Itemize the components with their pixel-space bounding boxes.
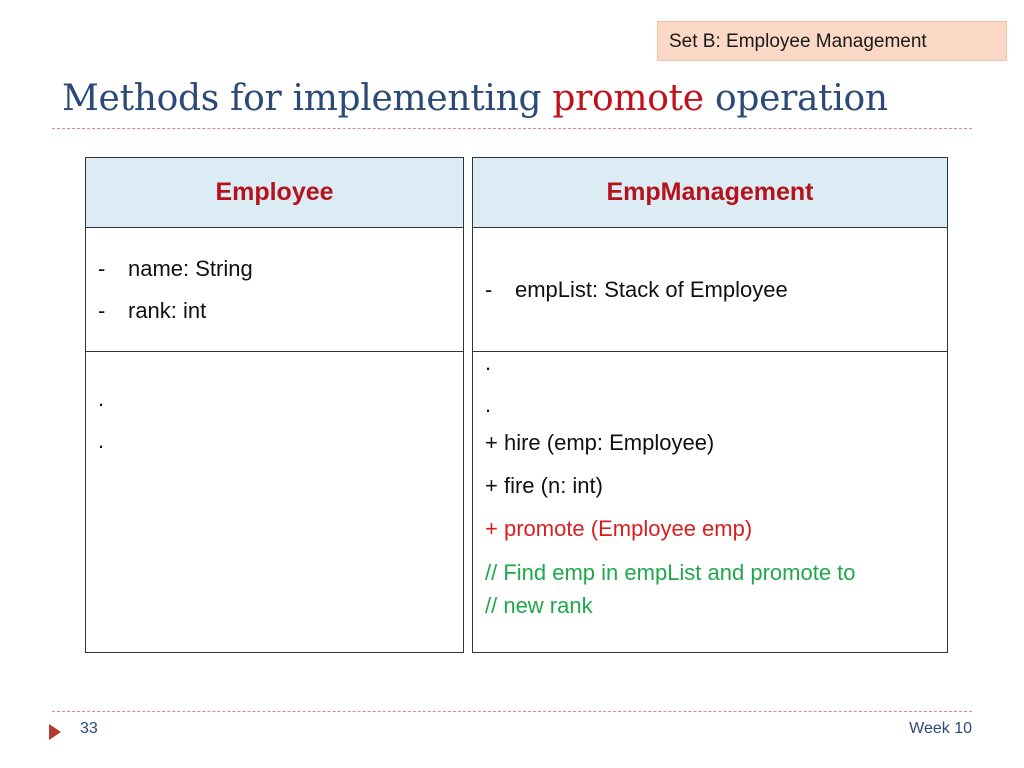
- comment-line: // new rank: [485, 593, 593, 618]
- title-start: Methods for implementing: [62, 78, 553, 119]
- triangle-bullet-icon: [49, 724, 61, 740]
- method-promote: + promote (Employee emp): [485, 516, 753, 541]
- attribute-row: [485, 277, 788, 303]
- empmanagement-class-box: [472, 157, 948, 653]
- attribute-row: [98, 298, 206, 324]
- attribute-text: empList: Stack of Employee: [515, 277, 788, 302]
- method-row: .: [98, 386, 105, 411]
- employee-attributes: [86, 228, 463, 352]
- attribute-text: rank: int: [128, 298, 207, 323]
- slide-title: [62, 78, 888, 119]
- employee-class-box: [85, 157, 464, 653]
- attribute-marker: -: [485, 277, 493, 302]
- attribute-text: name: String: [128, 256, 253, 281]
- attribute-marker: -: [98, 256, 106, 281]
- attribute-row: [98, 256, 253, 282]
- empmanagement-attributes: [473, 228, 947, 352]
- employee-class-name: Employee: [86, 158, 463, 228]
- week-label: Week 10: [909, 720, 972, 737]
- title-highlight: promote: [552, 78, 704, 119]
- comment-line: // Find emp in empList and promote to: [485, 560, 856, 585]
- page-number: 33: [80, 720, 98, 737]
- method-row: .: [485, 392, 492, 417]
- method-row: .: [98, 428, 105, 453]
- method-fire: + fire (n: int): [485, 473, 603, 498]
- section-tag: Set B: Employee Management: [657, 21, 1007, 61]
- footer-divider: [52, 711, 972, 712]
- method-row: .: [485, 350, 492, 375]
- empmanagement-class-name: EmpManagement: [473, 158, 947, 228]
- title-end: operation: [703, 78, 888, 119]
- title-divider: [52, 128, 972, 129]
- attribute-marker: -: [98, 298, 106, 323]
- method-hire: + hire (emp: Employee): [485, 430, 715, 455]
